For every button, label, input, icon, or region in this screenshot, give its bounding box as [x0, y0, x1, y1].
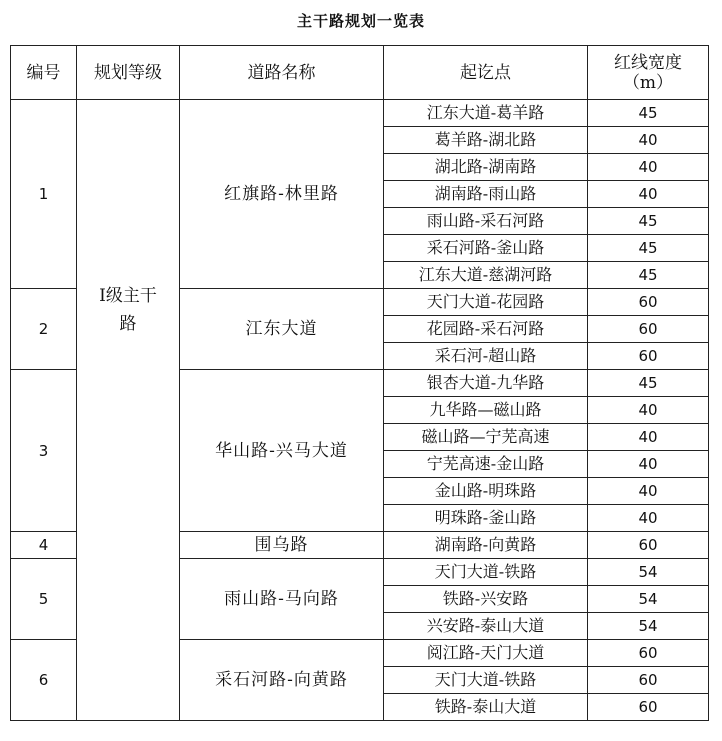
cell-width: 54 — [588, 586, 709, 613]
cell-width: 40 — [588, 181, 709, 208]
header-road-name: 道路名称 — [180, 46, 384, 100]
cell-width: 40 — [588, 505, 709, 532]
cell-road-name: 采石河路-向黄路 — [180, 640, 384, 721]
cell-segment: 阅江路-天门大道 — [384, 640, 588, 667]
cell-id: 6 — [11, 640, 77, 721]
cell-segment: 采石河-超山路 — [384, 343, 588, 370]
cell-road-name: 雨山路-马向路 — [180, 559, 384, 640]
cell-width: 40 — [588, 478, 709, 505]
table-body — [11, 100, 709, 721]
cell-road-name: 围乌路 — [180, 532, 384, 559]
cell-segment: 雨山路-采石河路 — [384, 208, 588, 235]
cell-width: 60 — [588, 289, 709, 316]
arterial-road-table — [10, 45, 709, 721]
cell-width: 60 — [588, 532, 709, 559]
cell-segment: 银杏大道-九华路 — [384, 370, 588, 397]
cell-width: 45 — [588, 262, 709, 289]
cell-width: 45 — [588, 370, 709, 397]
cell-segment: 花园路-采石河路 — [384, 316, 588, 343]
cell-width: 45 — [588, 235, 709, 262]
cell-segment: 江东大道-慈湖河路 — [384, 262, 588, 289]
cell-width: 60 — [588, 694, 709, 721]
cell-width: 40 — [588, 127, 709, 154]
cell-segment: 铁路-兴安路 — [384, 586, 588, 613]
cell-width: 40 — [588, 397, 709, 424]
cell-width: 60 — [588, 316, 709, 343]
cell-width: 45 — [588, 208, 709, 235]
header-level: 规划等级 — [77, 46, 180, 100]
cell-width: 40 — [588, 424, 709, 451]
cell-width: 54 — [588, 559, 709, 586]
cell-width: 60 — [588, 640, 709, 667]
table-row — [11, 100, 709, 127]
cell-segment: 湖南路-雨山路 — [384, 181, 588, 208]
header-row — [11, 46, 709, 100]
cell-segment: 天门大道-花园路 — [384, 289, 588, 316]
cell-segment: 湖北路-湖南路 — [384, 154, 588, 181]
header-width-unit: （m） — [622, 72, 674, 93]
table-title: 主干路规划一览表 — [296, 12, 425, 30]
cell-road-name: 红旗路-林里路 — [180, 100, 384, 289]
cell-width: 45 — [588, 100, 709, 127]
cell-level-text: Ⅰ级主干路 — [99, 286, 157, 334]
cell-id: 3 — [11, 370, 77, 532]
cell-width: 40 — [588, 451, 709, 478]
cell-segment: 采石河路-釜山路 — [384, 235, 588, 262]
cell-width: 60 — [588, 343, 709, 370]
cell-segment: 江东大道-葛羊路 — [384, 100, 588, 127]
header-id: 编号 — [11, 46, 77, 100]
cell-segment: 铁路-泰山大道 — [384, 694, 588, 721]
cell-road-name: 江东大道 — [180, 289, 384, 370]
cell-segment: 天门大道-铁路 — [384, 559, 588, 586]
cell-segment: 湖南路-向黄路 — [384, 532, 588, 559]
cell-width: 54 — [588, 613, 709, 640]
header-width-label: 红线宽度 — [614, 52, 682, 73]
cell-segment: 兴安路-泰山大道 — [384, 613, 588, 640]
cell-width: 60 — [588, 667, 709, 694]
cell-width: 40 — [588, 154, 709, 181]
cell-segment: 葛羊路-湖北路 — [384, 127, 588, 154]
header-segment: 起讫点 — [384, 46, 588, 100]
cell-road-name: 华山路-兴马大道 — [180, 370, 384, 532]
cell-id: 4 — [11, 532, 77, 559]
cell-id: 5 — [11, 559, 77, 640]
cell-segment: 金山路-明珠路 — [384, 478, 588, 505]
header-width — [588, 46, 709, 100]
cell-segment: 磁山路—宁芜高速 — [384, 424, 588, 451]
cell-id: 1 — [11, 100, 77, 289]
cell-segment: 明珠路-釜山路 — [384, 505, 588, 532]
cell-segment: 九华路—磁山路 — [384, 397, 588, 424]
cell-segment: 宁芜高速-金山路 — [384, 451, 588, 478]
cell-segment: 天门大道-铁路 — [384, 667, 588, 694]
cell-level — [77, 100, 180, 721]
cell-id: 2 — [11, 289, 77, 370]
